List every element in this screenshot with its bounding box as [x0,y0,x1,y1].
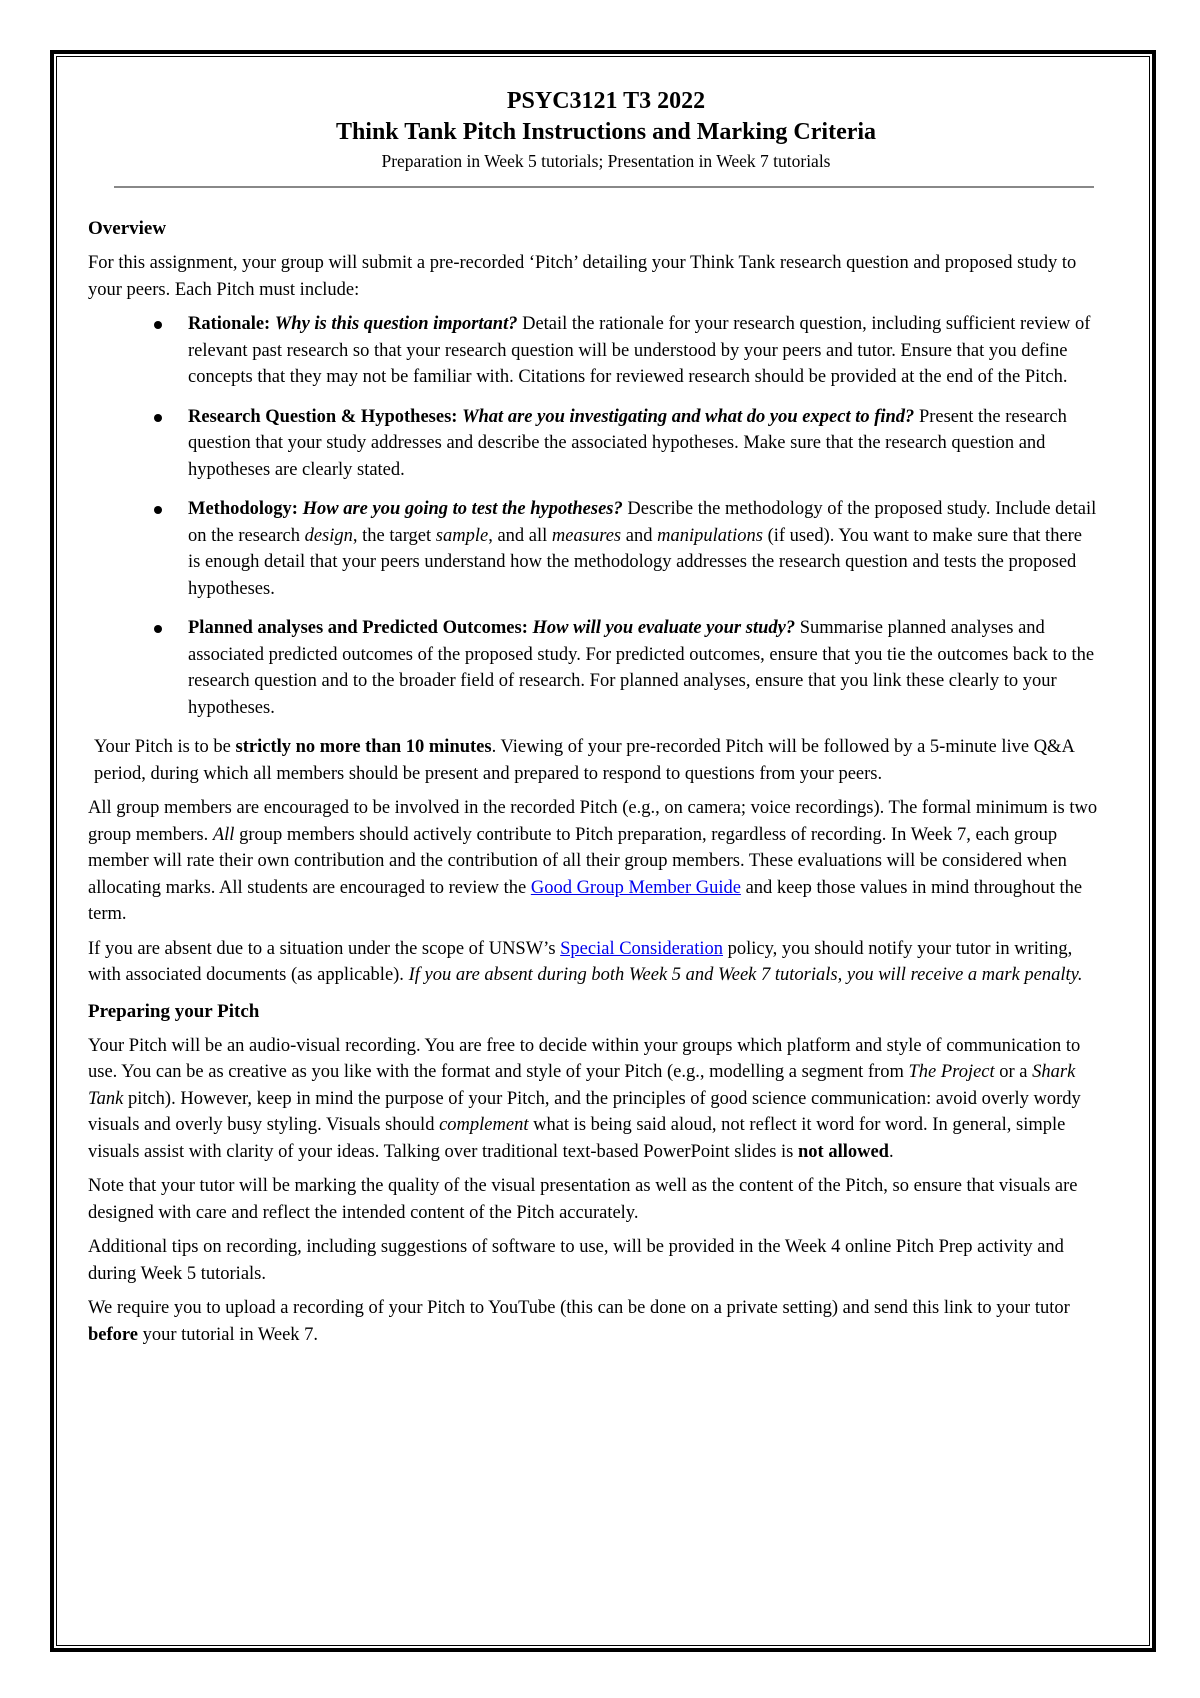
design-term: design [304,525,353,546]
measures-term: measures [551,525,622,546]
document-title: Think Tank Pitch Instructions and Marking Criteria [335,119,877,145]
header-divider [114,186,1094,188]
item-body: (if used). You want to make sure that there is enough detail that your peers understand how the methodology addresses the research question and tests the proposed hypotheses. [188,525,1083,599]
item-label: Rationale: [188,314,271,334]
item-label: Planned analyses and Predicted Outcomes: [188,618,528,638]
bullet-icon [154,414,162,422]
list-item [88,496,1098,602]
sample-term: sample [435,525,489,546]
list-item [88,615,1098,721]
item-body: Present the research question that your study addresses and describe the associated hypotheses. Make sure that the research question and hypotheses are clearly stated. [188,406,1067,480]
item-body: , and all [488,525,548,546]
before-emphasis: before [88,1324,138,1345]
item-body: , the target [352,525,432,546]
time-limit-emphasis: strictly no more than 10 minutes [235,737,492,757]
course-code: PSYC3121 T3 2022 [506,88,706,114]
shark-tank-title: Shark Tank [88,1062,1076,1109]
absence-penalty-note: If you are absent during both Week 5 and Week 7 tutorials, you will receive a mark penalty. [408,965,1083,985]
not-allowed-emphasis: not allowed [798,1141,889,1162]
good-group-member-guide-link[interactable]: Good Group Member Guide [530,877,741,898]
complement-emphasis: complement [439,1115,529,1135]
bullet-icon [154,625,162,633]
group-involvement-paragraph: All group members are encouraged to be involved in the recorded Pitch (e.g., on camera; voice recordings). The formal minimum is two group members. All group members should actively contribute to Pitch preparation, regardless of recording. In Week 7, each group member will rate their own contribution and the contribution of all their group members. These evaluations will be considered when allocating marks. All students are encouraged to review the Good Group Member Guide and keep those values in mind throughout the term. [88,798,1098,924]
item-question: What are you investigating and what do you expect to find? [462,406,915,427]
list-item [88,311,1098,391]
item-label: Research Question & Hypotheses: [188,406,458,427]
preparing-heading: Preparing your Pitch [88,1000,260,1022]
document-body [88,86,1098,1348]
item-body: Detail the rationale for your research question, including sufficient review of relevant past research so that your research question will be understood by your peers and tutor. Ensure that you define concepts that they may not be familiar with. Citations for reviewed research should be provided at the end of the Pitch. [188,314,1091,387]
absence-paragraph: If you are absent due to a situation under the scope of UNSW’s Special Consideration policy, you should notify your tutor in writing, with associated documents (as applicable). If you are absent during both Week 5 and Week 7 tutorials, you will receive a mark penalty. [88,938,1083,985]
preparing-paragraph-4: We require you to upload a recording of your Pitch to YouTube (this can be done on a private setting) and send this link to your tutor before your tutorial in Week 7. [88,1298,1070,1345]
document-header [114,86,1098,174]
time-limit-paragraph: Your Pitch is to be strictly no more than 10 minutes. Viewing of your pre-recorded Pitch will be followed by a 5-minute live Q&A period, during which all members should be present and prepared to respond to questions from your peers. [94,737,1074,784]
bullet-icon [154,321,162,329]
item-body: Summarise planned analyses and associated predicted outcomes of the proposed study. For predicted outcomes, ensure that you tie the outcomes back to the research question and to the broader field of research. For planned analyses, ensure that you link these clearly to your hypotheses. [188,618,1095,718]
item-question: Why is this question important? [274,314,518,334]
schedule-subtitle: Preparation in Week 5 tutorials; Presentation in Week 7 tutorials [381,151,831,171]
item-question: How will you evaluate your study? [532,618,796,638]
special-consideration-link[interactable]: Special Consideration [560,938,724,959]
item-body: and [625,525,653,546]
bullet-icon [154,506,162,514]
item-question: How are you going to test the hypotheses? [302,499,623,519]
list-item [88,404,1098,484]
pitch-requirements-list [88,311,1098,721]
all-emphasis: All [212,824,235,845]
item-label: Methodology: [188,499,298,519]
item-body: Describe the methodology of the proposed study. Include detail on the research [188,499,1097,546]
preparing-paragraph-2: Note that your tutor will be marking the quality of the visual presentation as well as the content of the Pitch, so ensure that visuals are designed with care and reflect the intended content of the Pitch accurately. [88,1176,1078,1223]
preparing-paragraph-1: Your Pitch will be an audio-visual recording. You are free to decide within your groups which platform and style of communication to use. You can be as creative as you like with the format and style of your Pitch (e.g., modelling a segment from The Project or a Shark Tank pitch). However, keep in mind the purpose of your Pitch, and the principles of good science communication: avoid overly wordy visuals and overly busy styling. Visuals should complement what is being said aloud, not reflect it word for word. In general, simple visuals assist with clarity of your ideas. Talking over traditional text-based PowerPoint slides is not allowed. [88,1035,1081,1162]
overview-intro: For this assignment, your group will submit a pre-recorded ‘Pitch’ detailing your Think Tank research question and proposed study to your peers. Each Pitch must include: [88,253,1077,300]
overview-heading: Overview [88,218,167,239]
preparing-paragraph-3: Additional tips on recording, including suggestions of software to use, will be provided in the Week 4 online Pitch Prep activity and during Week 5 tutorials. [88,1237,1064,1284]
manipulations-term: manipulations [657,525,763,546]
the-project-title: The Project [908,1062,995,1082]
